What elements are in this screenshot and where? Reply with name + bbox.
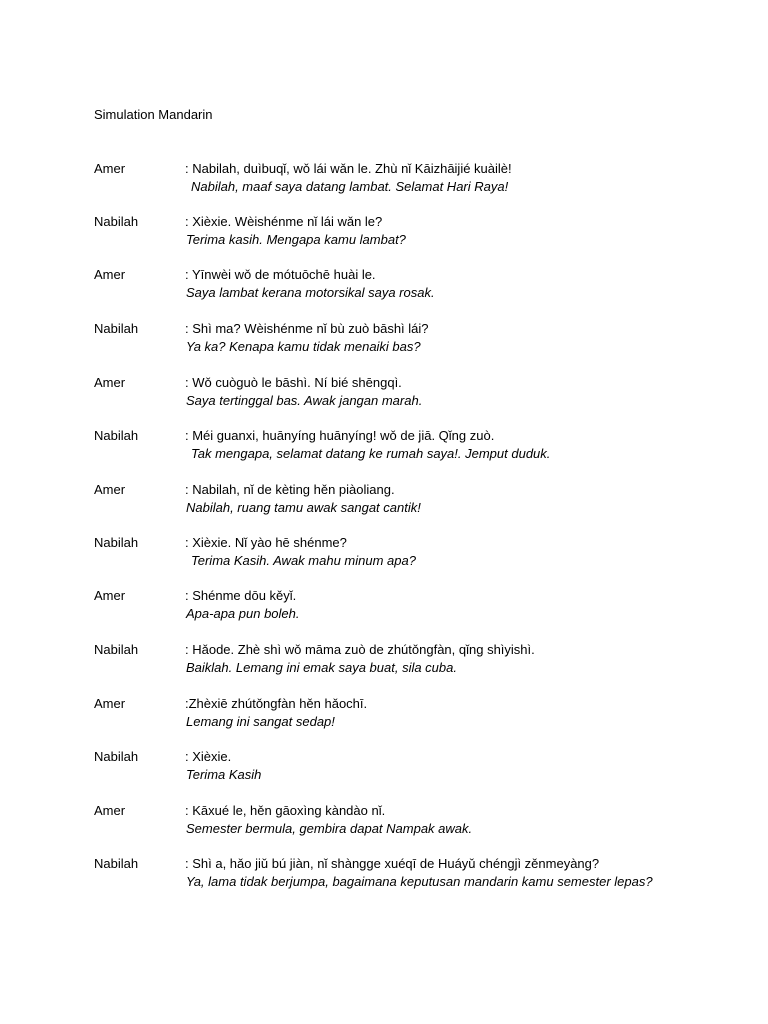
dialogue-line — [0, 374, 768, 434]
mandarin-text: : Xièxie. Wèishénme nǐ lái wǎn le? — [185, 214, 383, 229]
speaker-name: Nabilah — [94, 535, 139, 550]
dialogue-line — [0, 160, 768, 220]
mandarin-text: : Nabilah, nǐ de kèting hěn piàoliang. — [185, 482, 395, 497]
dialogue-line — [0, 266, 768, 326]
malay-translation: Saya tertinggal bas. Awak jangan marah. — [186, 393, 423, 408]
dialogue-line — [0, 534, 768, 594]
malay-translation: Nabilah, ruang tamu awak sangat cantik! — [186, 500, 421, 515]
speaker-name: Nabilah — [94, 856, 139, 871]
dialogue-line — [0, 427, 768, 487]
dialogue-line — [0, 748, 768, 808]
dialogue-line — [0, 320, 768, 380]
malay-translation: Saya lambat kerana motorsikal saya rosak. — [186, 285, 435, 300]
malay-translation: Terima Kasih. Awak mahu minum apa? — [191, 553, 416, 568]
malay-translation: Lemang ini sangat sedap! — [186, 714, 335, 729]
speaker-name: Nabilah — [94, 321, 139, 336]
malay-translation: Tak mengapa, selamat datang ke rumah saya!. Jemput duduk. — [191, 446, 551, 461]
speaker-name: Nabilah — [94, 214, 139, 229]
speaker-name: Amer — [94, 803, 126, 818]
dialogue-line — [0, 587, 768, 647]
document-title: Simulation Mandarin — [94, 107, 213, 122]
speaker-name: Amer — [94, 588, 126, 603]
malay-translation: Ya, lama tidak berjumpa, bagaimana keputusan mandarin kamu semester lepas? — [186, 874, 653, 889]
malay-translation: Ya ka? Kenapa kamu tidak menaiki bas? — [186, 339, 421, 354]
mandarin-text: : Shì a, hǎo jiǔ bú jiàn, nǐ shàngge xuéqī de Huáyǔ chéngjì zěnmeyàng? — [185, 856, 600, 871]
mandarin-text: : Méi guanxi, huānyíng huānyíng! wǒ de jiā. Qǐng zuò. — [185, 428, 495, 443]
speaker-name: Amer — [94, 267, 126, 282]
malay-translation: Apa-apa pun boleh. — [186, 606, 300, 621]
speaker-name: Amer — [94, 161, 126, 176]
speaker-name: Amer — [94, 375, 126, 390]
speaker-name: Nabilah — [94, 428, 139, 443]
malay-translation: Semester bermula, gembira dapat Nampak awak. — [186, 821, 473, 836]
dialogue-line — [0, 802, 768, 862]
malay-translation: Nabilah, maaf saya datang lambat. Selamat Hari Raya! — [191, 179, 509, 194]
dialogue-line — [0, 855, 768, 935]
speaker-name: Nabilah — [94, 749, 139, 764]
speaker-name: Amer — [94, 696, 126, 711]
speaker-name: Amer — [94, 482, 126, 497]
mandarin-text: : Xièxie. Nǐ yào hē shénme? — [185, 535, 347, 550]
mandarin-text: : Yīnwèi wǒ de mótuōchē huài le. — [185, 267, 376, 282]
speaker-name: Nabilah — [94, 642, 139, 657]
malay-translation: Terima Kasih — [186, 767, 262, 782]
mandarin-text: : Xièxie. — [185, 749, 232, 764]
mandarin-text: : Shénme dōu kěyǐ. — [185, 588, 297, 603]
dialogue-line — [0, 481, 768, 541]
mandarin-text: : Nabilah, duìbuqǐ, wǒ lái wǎn le. Zhù nǐ Kāizhāijié kuàilè! — [185, 161, 512, 176]
dialogue-line — [0, 641, 768, 701]
malay-translation: Terima kasih. Mengapa kamu lambat? — [186, 232, 406, 247]
dialogue-line — [0, 695, 768, 755]
mandarin-text: : Shì ma? Wèishénme nǐ bù zuò bāshì lái? — [185, 321, 429, 336]
mandarin-text: :Zhèxiē zhútǒngfàn hěn hǎochī. — [185, 696, 368, 711]
dialogue-line — [0, 213, 768, 273]
mandarin-text: : Kāxué le, hěn gāoxìng kàndào nǐ. — [185, 803, 386, 818]
mandarin-text: : Hǎode. Zhè shì wǒ māma zuò de zhútǒngfàn, qǐng shìyishì. — [185, 642, 535, 657]
malay-translation: Baiklah. Lemang ini emak saya buat, sila cuba. — [186, 660, 457, 675]
mandarin-text: : Wǒ cuòguò le bāshì. Ní bié shēngqì. — [185, 375, 402, 390]
